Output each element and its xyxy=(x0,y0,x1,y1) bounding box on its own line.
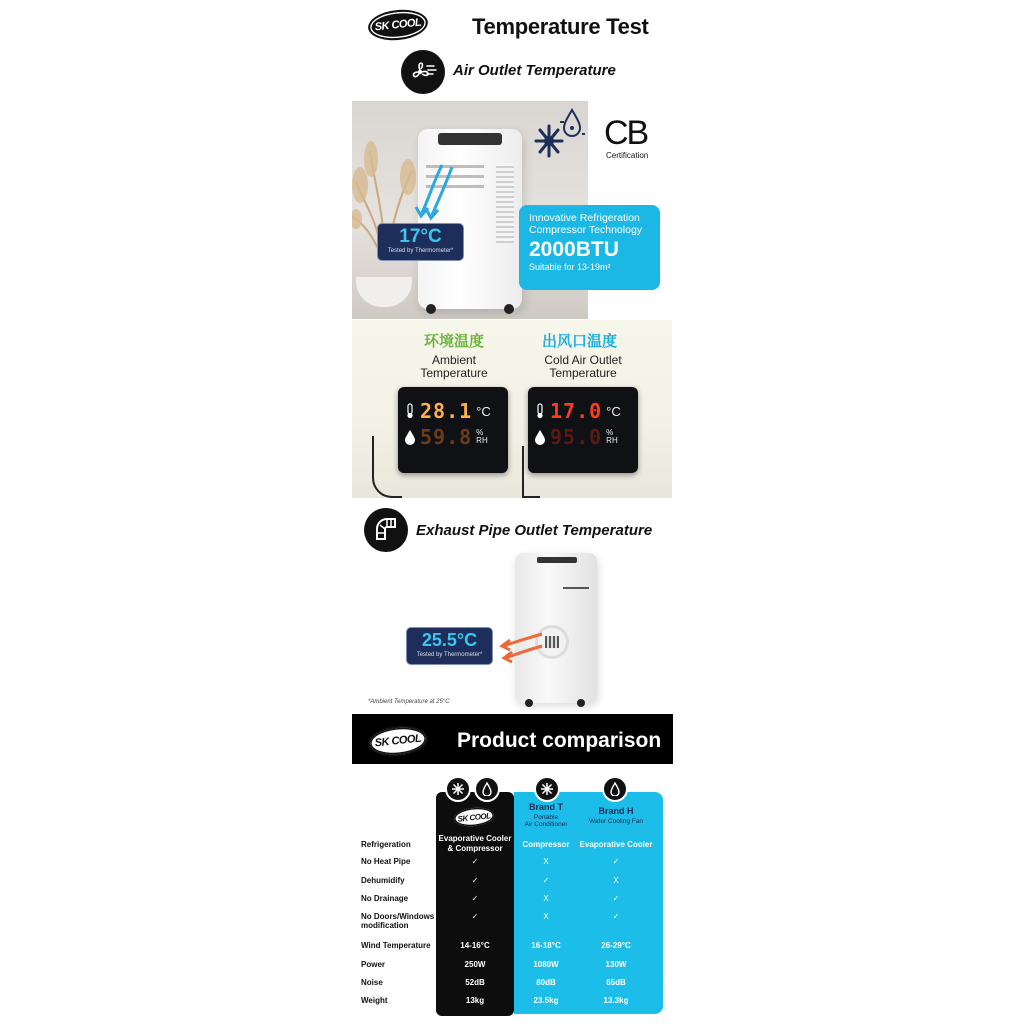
exhaust-section-title: Exhaust Pipe Outlet Temperature xyxy=(416,522,653,539)
brand-t-snowflake-icon xyxy=(534,776,560,802)
temp-unit: °C xyxy=(606,403,621,419)
table-cell-sk: ✓ xyxy=(471,912,479,921)
table-cell-t: X xyxy=(543,912,549,921)
water-droplet-icon xyxy=(474,776,500,802)
table-cell-h: 65dB xyxy=(606,978,626,987)
ambient-line-1: Ambient xyxy=(431,353,477,367)
table-cell-t: X xyxy=(543,857,549,866)
brand-t-type: Compressor xyxy=(522,840,570,849)
table-cell-h: ✓ xyxy=(612,894,620,903)
ambient-meter xyxy=(398,387,508,473)
humidity-unit-rh: RH xyxy=(476,436,488,445)
table-cell-h: ✓ xyxy=(612,912,620,921)
exhaust-temp-badge xyxy=(406,627,493,665)
snowflake-droplet-icon xyxy=(532,106,586,162)
brand-t-sub-2: Air Conditioner xyxy=(524,821,568,828)
feature-area-suitability: Suitable for 13-19m² xyxy=(529,262,611,272)
btu-headline: 2000BTU xyxy=(529,238,619,261)
sk-cool-logo xyxy=(367,7,430,43)
table-cell-t: 23.5kg xyxy=(533,996,559,1005)
ambient-label-zh: 环境温度 xyxy=(424,333,485,350)
row-label-line: Weight xyxy=(361,996,388,1005)
vase-decoration xyxy=(356,277,412,307)
outlet-temp-reading: 17.0 xyxy=(550,399,603,423)
brand-t-subtitle xyxy=(514,814,578,828)
table-row-label xyxy=(361,978,383,987)
thermometer-icon xyxy=(534,403,546,419)
humidity-unit-percent: % xyxy=(476,428,484,437)
cold-air-arrows-icon xyxy=(412,161,462,221)
humidity-unit-percent: % xyxy=(606,428,614,437)
page-title: Temperature Test xyxy=(472,14,649,39)
table-row-label xyxy=(361,894,408,903)
table-cell-h: ✓ xyxy=(612,857,620,866)
thermometer-icon xyxy=(404,403,416,419)
outlet-line-1: Cold Air Outlet xyxy=(544,353,622,367)
sk-type-line-1: Evaporative Cooler xyxy=(438,834,512,843)
table-cell-sk: 14-16°C xyxy=(460,941,490,950)
table-row-label xyxy=(361,996,388,1005)
humidity-unit-rh: RH xyxy=(606,436,618,445)
outlet-temp-note: Tested by Thermometer* xyxy=(387,248,454,254)
comparison-title: Product comparison xyxy=(457,729,662,752)
brand-h-type: Evaporative Cooler xyxy=(579,840,653,849)
brand-h-name: Brand H xyxy=(598,806,634,816)
outlet-meter xyxy=(528,387,638,473)
table-cell-sk: 52dB xyxy=(465,978,485,987)
logo-text: SK COOL xyxy=(374,732,422,750)
table-cell-h: 130W xyxy=(605,960,627,969)
logo-text: SK COOL xyxy=(374,16,422,34)
ambient-humidity-reading: 59.8 xyxy=(420,425,473,449)
ambient-temp-reading: 28.1 xyxy=(420,399,473,423)
exhaust-temp-value: 25.5°C xyxy=(421,630,478,650)
outlet-temp-value: 17°C xyxy=(399,226,442,247)
brand-h-subtitle: Water Cooling Fan xyxy=(589,818,643,825)
feature-line-1: Innovative Refrigeration xyxy=(529,212,640,224)
brand-t-name: Brand T xyxy=(528,802,563,812)
table-cell-t: ✓ xyxy=(542,876,550,885)
table-cell-t: 80dB xyxy=(536,978,556,987)
row-label-refrigeration: Refrigeration xyxy=(361,840,411,849)
humidity-droplet-icon xyxy=(534,429,546,445)
table-row-label xyxy=(361,941,431,950)
humidity-droplet-icon xyxy=(404,429,416,445)
table-cell-h: 13.3kg xyxy=(603,996,629,1005)
table-cell-h: X xyxy=(613,876,619,885)
feature-line-2: Compressor Technology xyxy=(529,224,643,236)
cb-certification-label: Certification xyxy=(606,151,649,160)
hot-air-arrows-icon xyxy=(498,628,544,664)
outlet-line-2: Temperature xyxy=(549,366,617,380)
row-label-line: Wind Temperature xyxy=(361,941,431,950)
table-cell-sk: ✓ xyxy=(471,894,479,903)
table-row-label xyxy=(361,857,410,866)
sk-type-line-2: & Compressor xyxy=(447,844,503,853)
ambient-label-en xyxy=(402,354,506,380)
ambient-line-2: Temperature xyxy=(420,366,488,380)
brand-t-sub-1: Portable xyxy=(533,814,559,821)
table-cell-t: 16-18°C xyxy=(531,941,561,950)
fan-wind-icon xyxy=(401,50,445,94)
table-row-label xyxy=(361,960,385,969)
btu-feature-card xyxy=(519,205,660,290)
table-cell-sk: 13kg xyxy=(465,996,485,1005)
table-cell-sk: ✓ xyxy=(471,876,479,885)
row-label-line: No Doors/Windows xyxy=(361,912,435,921)
row-label-line: Dehumidify xyxy=(361,876,405,885)
table-cell-t: 1080W xyxy=(533,960,559,969)
exhaust-pipe-icon xyxy=(364,508,408,552)
row-label-line: No Drainage xyxy=(361,894,409,903)
exhaust-temp-note: Tested by Thermometer* xyxy=(416,652,483,658)
table-cell-h: 26-29°C xyxy=(601,941,631,950)
outlet-label-en xyxy=(528,354,638,380)
outlet-humidity-reading: 95.0 xyxy=(550,425,603,449)
brand-h-droplet-icon xyxy=(602,776,628,802)
row-label-line: modification xyxy=(361,921,409,930)
temperature-meters-photo xyxy=(352,320,672,498)
table-cell-t: X xyxy=(543,894,549,903)
row-label-line: Power xyxy=(361,960,386,969)
snowflake-icon xyxy=(445,776,471,802)
table-row-label xyxy=(361,912,434,930)
row-label-line: No Heat Pipe xyxy=(361,857,411,866)
outlet-label-zh: 出风口温度 xyxy=(542,333,618,350)
sk-product-type xyxy=(436,834,514,854)
ambient-footnote: *Ambient Temperature at 25°C xyxy=(368,699,450,705)
outlet-temp-badge xyxy=(377,223,464,261)
temp-unit: °C xyxy=(476,403,491,419)
table-cell-sk: ✓ xyxy=(471,857,479,866)
table-cell-sk: 250W xyxy=(464,960,486,969)
row-label-line: Noise xyxy=(361,978,383,987)
air-outlet-section-title: Air Outlet Temperature xyxy=(453,62,616,79)
table-row-label xyxy=(361,876,405,885)
cb-certification-logo: CB xyxy=(604,114,648,152)
logo-text: SK COOL xyxy=(457,810,491,824)
